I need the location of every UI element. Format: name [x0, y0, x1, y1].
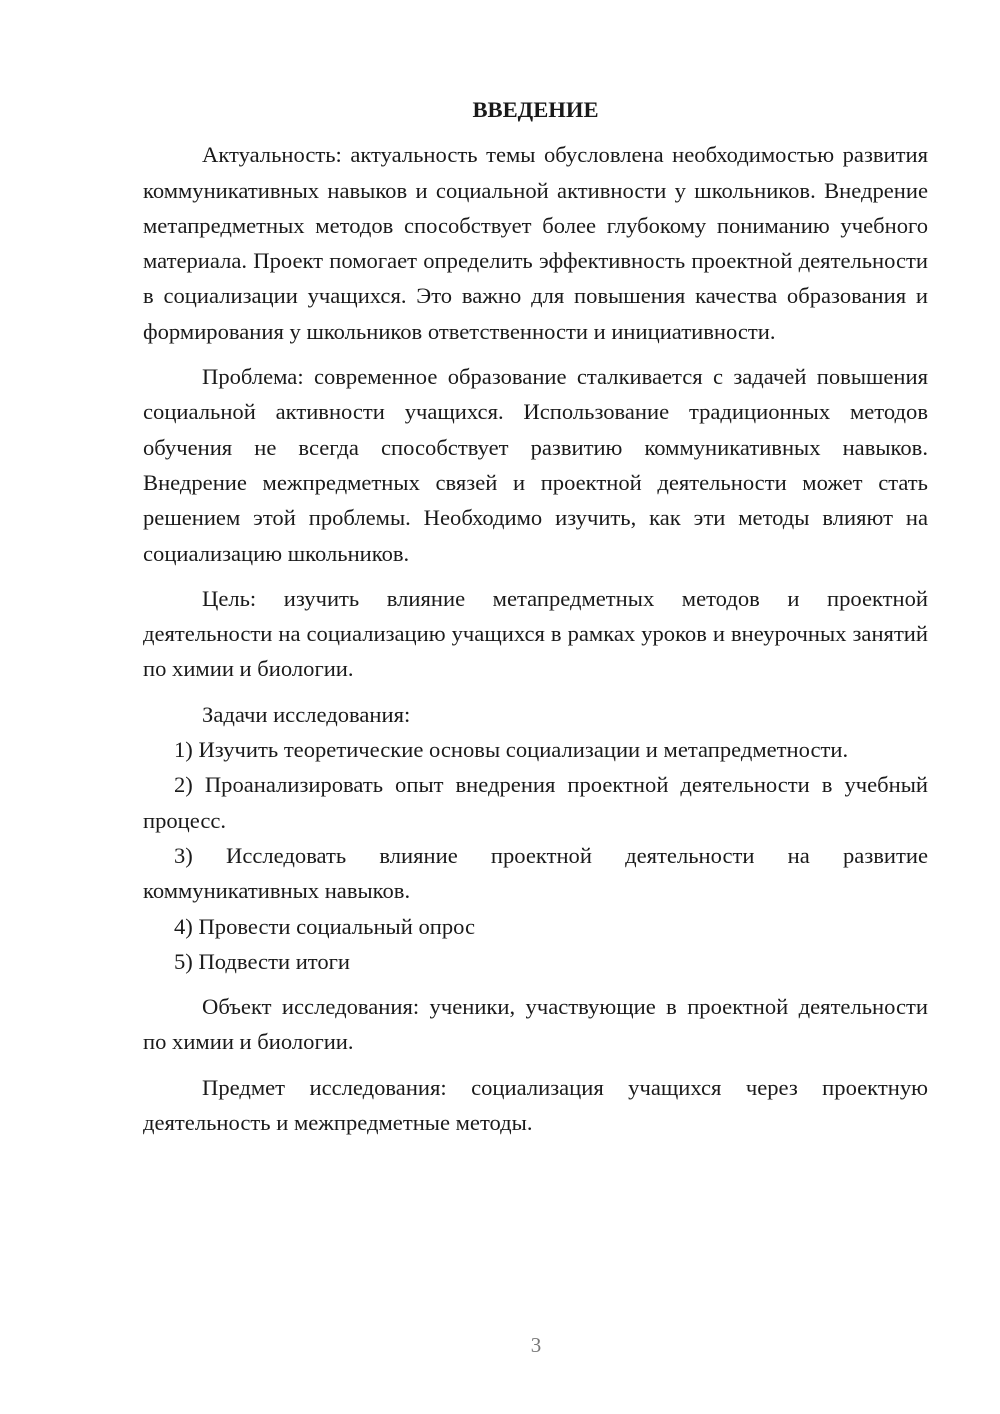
task-item-1: 1) Изучить теоретические основы социализации и метапредметности. — [174, 737, 849, 763]
task-item-2: 2) Проанализировать опыт внедрения проектной деятельности в учебный процесс. — [143, 772, 928, 833]
tasks-heading: Задачи исследования: — [202, 701, 411, 727]
paragraph-object: Объект исследования: ученики, участвующие в проектной деятельности по химии и биологии. — [143, 994, 928, 1055]
page-number: 3 — [530, 1333, 542, 1357]
paragraph-goal: Цель: изучить влияние метапредметных методов и проектной деятельности на социализацию учащихся в рамках уроков и внеурочных занятий по химии и биологии. — [143, 585, 928, 682]
task-item-3: 3) Исследовать влияние проектной деятельности на развитие коммуникативных навыков. — [143, 842, 928, 904]
paragraph-problem: Проблема: современное образование сталкивается с задачей повышения социальной активности учащихся. Использование традиционных методов обучения не всегда способствует развитию коммуникативных навыков. Внедрение межпредметных связей и проектной деятельности может стать решением этой проблемы. Необходимо изучить, как эти методы влияют на социализацию школьников. — [143, 364, 928, 566]
paragraph-subject: Предмет исследования: социализация учащихся через проектную деятельность и межпредметные методы. — [143, 1074, 928, 1136]
task-item-5: 5) Подвести итоги — [174, 948, 351, 974]
task-item-4: 4) Провести социальный опрос — [174, 913, 476, 939]
paragraph-relevance: Актуальность: актуальность темы обусловлена необходимостью развития коммуникативных навыков и социальной активности у школьников. Внедрение метапредметных методов способствует более глубокому пониманию учебного материала. Проект помогает определить эффективность проектной деятельности в социализации учащихся. Это важно для повышения качества образования и формирования у школьников ответственности и инициативности. — [143, 142, 928, 344]
section-heading: ВВЕДЕНИЕ — [472, 97, 599, 122]
page-content — [143, 92, 928, 1140]
